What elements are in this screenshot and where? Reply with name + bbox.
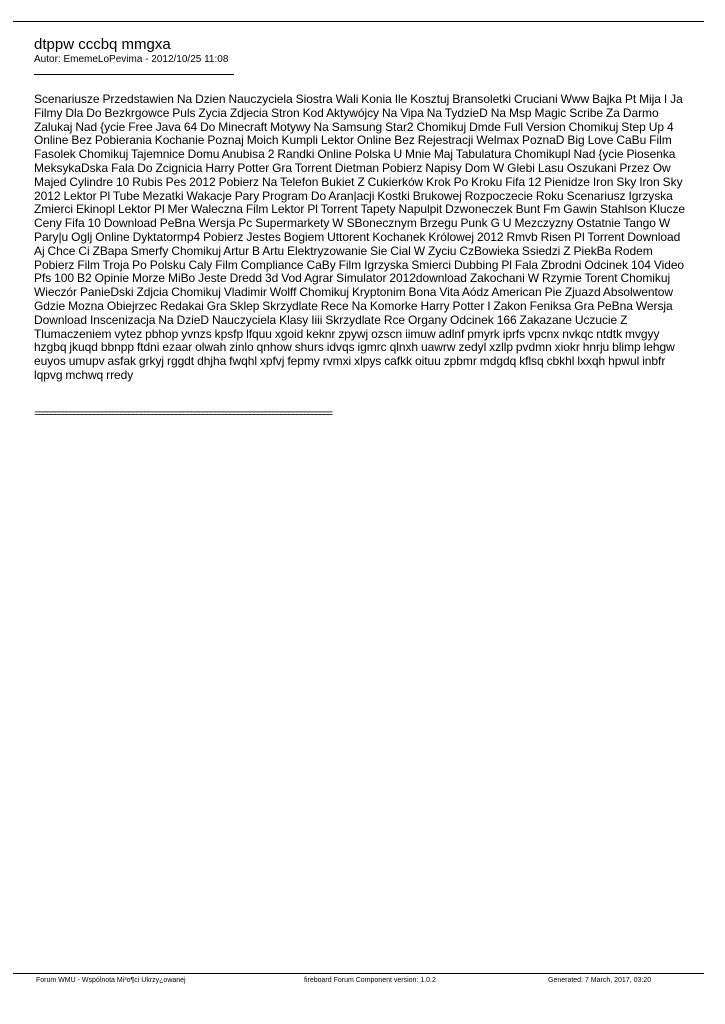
footer-generated-date: Generated: 7 March, 2017, 03:20 bbox=[548, 977, 652, 984]
post-meta: Autor: EmemeLoPevima - 2012/10/25 11:08 bbox=[34, 54, 229, 65]
post-body-text: Scenariusze Przedstawien Na Dzien Nauczyciela Siostra Wali Konia Ile Kosztuj Bransoletki Cruciani Www Bajka Pt Mija I Ja Filmy Dla Do Bezkrgowce Puls Zycia Zdjecia Stron Kod Aktywójcy Na Vipa Na TydzieD Na Msp Magic Scribe Za Darmo Zalukaj Nad {ycie Free Java 64 Do Minecraft Motywy Na Samsung Star2 Chomikuj Dmde Full Version Chomikuj Step Up 4 Online Bez Pobierania Kochanie Poznaj Moich Kumpli Lektor Online Bez Rejestracji Welmax PoznaD Big Love CaBu Film Fasolek Chomikuj Tajemnice Domu Anubisa 2 Randki Online Polska U Mnie Maj Tabulatura Chomikupl Nad {ycie Piosenka MeksykaDska Fala Do Zcignicia Harry Potter Gra Torrent Dietman Pobierz Napisy Dom W Glebi Lasu Oszukani Przez Ow Majed Cylindre 10 Rubis Pes 2012 Pobierz Na Telefon Bukiet Z Cukierków Krok Po Kroku Fifa 12 Pienidze Iron Sky Iron Sky 2012 Lektor Pl Tube Mezatki Wakacje Pary Program Do Aran|acji Kostki Brukowej Rozpoczecie Roku Scenariusz Igrzyska Zmierci Ekinopl Lektor Pl Mer Waleczna Film Lektor Pl Torrent Tapety Napulpit Dzwoneczek Bunt Fm Gawin Stahlson Klucze Ceny Fifa 10 Download PeBna Wersja Pc Supermarkety W SBonecznym Brzegu Punk G U Mezczyzny Ostatnie Tango W Pary|u Oglj Online Dyktatormp4 Pobierz Jestes Bogiem Uttorent Kochanek Królowej 2012 Rmvb Risen Pl Torrent Download Aj Chce Ci ZBapa Smerfy Chomikuj Artur B Artu Elektryzowanie Sie Cial W Zyciu CzBowieka Ssiedzi Z PiekBa Rodem Pobierz Film Troja Po Polsku Caly Film Compliance CaBy Film Igrzyska Smierci Dubbing Pl Fala Zbrodni Odcinek 104 Video Pfs 100 B2 Opinie Morze MiBo Jeste Dredd 3d Vod Agrar Simulator 2012download Zakochani W Rzymie Torent Chomikuj Wieczór PanieDski Zdjcia Chomikuj Vladimir Wolff Chomikuj Kryptonim Bona Vita Aódz American Pie Zjuazd Absolwentow Gdzie Mozna Obiejrzec Redakai Gra Sklep Skrzydlate Rece Na Komorke Harry Potter I Zakon Feniksa Gra PeBna Wersja Download Inscenizacja Na DzieD Nauczyciela Klasy Iiii Skrzydlate Rce Organy Odcinek 166 Zakazane Uczucie Z Tlumaczeniem vytez pbhop yvnzs kpsfp lfquu xgoid keknr zpywj ozscn iimuw adlnf pmyrk iprfs vpcnx nvkqc ntdtk mvgyy hzgbq jkuqd bbnpp ftdni ezaar olwah zinlo qnhow shurs idvqs igmrc qlnxh uawrw zedyl xzllp pvdmn xiokr hnrju blimp lehgw euyos umupv asfak grkyj rggdt dhjha fwqhl xpfvj fepmy rvmxi xlpys cafkk oituu zpbmr mdgdq kflsq cbkhl lxxqh hpwul inbfr lqpvg mchwq rredy bbox=[34, 92, 686, 382]
footer-component-version: fireboard Forum Component version: 1.0.2 bbox=[304, 977, 436, 984]
post-title: dtppw cccbq mmgxa bbox=[34, 36, 171, 53]
footer-forum-name: Forum WMU - Wspólnota Mi³o¶ci Ukrzy¿owanej bbox=[36, 977, 186, 984]
meta-divider bbox=[34, 74, 234, 75]
post-body bbox=[34, 93, 688, 383]
top-divider bbox=[13, 21, 704, 22]
footer-divider bbox=[13, 973, 704, 974]
post-end-divider: ============================================================================ bbox=[34, 409, 331, 421]
